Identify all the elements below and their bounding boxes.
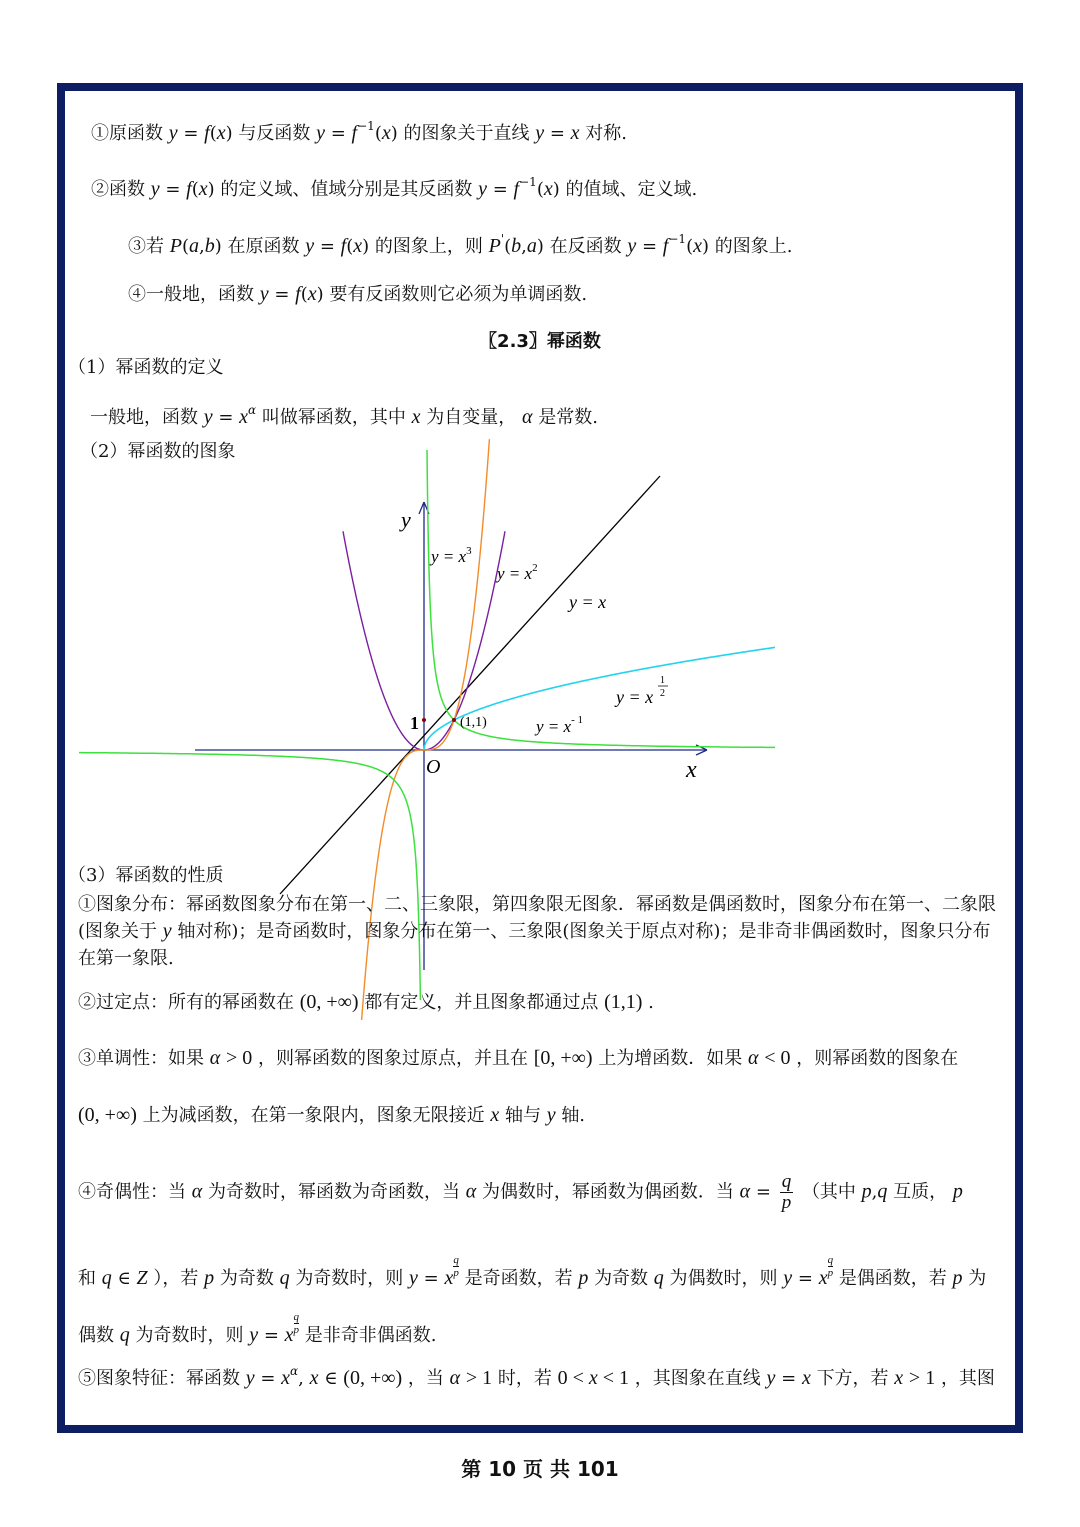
item-3: ③若 P(a,b) 在原函数 y = f(x) 的图象上，则 P'(b,a) 在反函数 $y = f^{-1}(x)$ 的图象上. (128, 232, 793, 257)
text: 轴. (561, 1105, 586, 1126)
text: （其中 (801, 1181, 856, 1203)
text: 的值域、定义域. (565, 179, 698, 200)
prop-4-line-2: 和 q ∈ Z ），若 p 为奇数 q 为奇数时，则 y = x $\frac{q}{p}$ 是奇函数，若 p 为奇数 q 为偶数时，则 y = x $\frac{q}{p}$ 是偶函数，若 p 为 (78, 1254, 987, 1289)
identity-label: y = x (569, 592, 607, 612)
cube-label: $y = x^3$ (431, 545, 472, 566)
text: 的图象上，则 (374, 236, 483, 257)
text: 是非奇非偶函数. (304, 1325, 437, 1346)
text: ，其图象在直线 (634, 1368, 761, 1389)
text: 为 (968, 1268, 987, 1289)
text: 叫做幂函数，其中 (261, 407, 406, 428)
text: 上为增函数．如果 (598, 1048, 743, 1069)
text: 为奇数 (594, 1268, 649, 1289)
text: 为自变量， (426, 407, 517, 428)
sqrt-exp-den: 2 (660, 688, 665, 699)
text: ②过定点：所有的幂函数在 (78, 992, 294, 1013)
text: ④一般地，函数 (128, 284, 254, 305)
point-1-1 (452, 718, 456, 722)
text: 轴对称)；是奇函数时，图象分布在第一、三象限(图象关于原点对称)；是非奇非偶函数时，图象只分布在第一象限. (78, 921, 991, 969)
text: ①图象分布：幂函数图象分布在第一、二、三象限，第四象限无图象．幂函数是偶函数时，图象分布在第一、二象限(图象关于 (78, 894, 996, 942)
text: ，则幂函数的图象在 (796, 1048, 959, 1069)
prop-3-line-1: ③单调性：如果 α > 0 ，则幂函数的图象过原点，并且在 [0, +∞) 上为增函数．如果 α < 0 ，则幂函数的图象在 (78, 1047, 959, 1069)
text: 为偶数时，则 (669, 1268, 778, 1289)
item-1: ①原函数 y = f(x) 与反函数 $y = f^{-1}(x)$ 的图象关于直线 y = x 对称. (91, 119, 627, 144)
square-label: $y = x^2$ (497, 562, 538, 583)
text: 都有定义，并且图象都通过点 (364, 992, 599, 1013)
text: ①原函数 (91, 123, 163, 144)
def-heading: （1）幂函数的定义 (68, 357, 224, 378)
sqrt-label: y = x (616, 687, 654, 707)
curve-y-equals-x (280, 476, 660, 894)
text: ，则幂函数的图象过原点，并且在 (257, 1048, 528, 1069)
text: 为偶数时，幂函数为偶函数．当 (481, 1181, 734, 1203)
text: 对称. (585, 123, 627, 144)
text: 一般地，函数 (90, 407, 198, 428)
text: 轴与 (504, 1105, 541, 1126)
text: ），若 (153, 1268, 199, 1289)
text: ③单调性：如果 (78, 1048, 204, 1069)
section-title: 〖2.3〗幂函数 (479, 331, 601, 352)
text: 为奇数时，则 (295, 1268, 404, 1289)
prop-4-line-3: 偶数 q 为奇数时，则 y = x $\frac{q}{p}$ 是非奇非偶函数. (78, 1311, 437, 1346)
item-4: ④一般地，函数 y = f(x) 要有反函数则它必须为单调函数. (128, 283, 588, 305)
sqrt-exp-num: 1 (660, 675, 665, 686)
curve-y-equals-sqrt-x (424, 647, 775, 750)
graph-heading: （2）幂函数的图象 (80, 441, 236, 462)
text: 互质， (893, 1181, 948, 1203)
text: ③若 (128, 236, 164, 257)
text: 为奇数时，则 (135, 1325, 244, 1346)
text: 是奇函数，若 (464, 1268, 573, 1289)
prop-5: ⑤图象特征：幂函数 $y = x^\alpha$, x ∈ (0, +∞) ，当 α > 1 时，若 0 < x < 1 ，其图象在直线 y = x 下方，若 x > 1 ，其图 (78, 1364, 995, 1389)
prop-4-line-1: ④奇偶性：当 α 为奇数时，幂函数为奇函数，当 α 为偶数时，幂函数为偶函数．当 α = $\frac{q}{p}$ （其中 p,q 互质， p (78, 1171, 963, 1213)
def-text: 一般地，函数 $y = x^\alpha$ 叫做幂函数，其中 x 为自变量， α 是常数. (90, 403, 598, 428)
text: 是偶函数，若 (838, 1268, 947, 1289)
page-footer: 第 10 页 共 101 (461, 1457, 619, 1481)
text: 在原函数 (227, 236, 300, 257)
text: ⑤图象特征：幂函数 (78, 1368, 240, 1389)
item-2: ②函数 y = f(x) 的定义域、值域分别是其反函数 $y = f^{-1}(x)$ 的值域、定义域. (91, 175, 698, 200)
prop-3-line-2: (0, +∞) 上为减函数，在第一象限内，图象无限接近 x 轴与 y 轴. (78, 1104, 586, 1126)
y-axis-label: y (401, 507, 411, 532)
text: 偶数 (78, 1325, 114, 1346)
text: 在反函数 (549, 236, 622, 257)
props-heading: （3）幂函数的性质 (68, 865, 224, 886)
text: 为奇数时，幂函数为奇函数，当 (207, 1181, 460, 1203)
prop-2: ②过定点：所有的幂函数在 (0, +∞) 都有定义，并且图象都通过点 (1,1) . (78, 991, 654, 1013)
one-label: 1 (410, 713, 419, 733)
text: ④奇偶性：当 (78, 1181, 186, 1203)
text: ，其图 (940, 1368, 995, 1389)
point-label: (1,1) (460, 715, 487, 730)
text: 上为减函数，在第一象限内，图象无限接近 (142, 1105, 485, 1126)
text: 要有反函数则它必须为单调函数. (329, 284, 588, 305)
text: 时，若 (497, 1368, 552, 1389)
text: 的定义域、值域分别是其反函数 (220, 179, 473, 200)
text: . (648, 992, 654, 1013)
x-axis-label: x (686, 757, 697, 783)
origin-label: O (426, 756, 441, 778)
text: ，当 (407, 1368, 444, 1389)
text: ②函数 (91, 179, 145, 200)
prop-1: ①图象分布：幂函数图象分布在第一、二、三象限，第四象限无图象．幂函数是偶函数时，图象分布在第一、二象限(图象关于 y 轴对称)；是奇函数时，图象分布在第一、三象限(图象关于原点对称)；是非奇非偶函数时，图象只分布在第一象限. (78, 894, 996, 969)
text: 下方，若 (816, 1368, 889, 1389)
point-0-1 (422, 718, 426, 722)
inverse-label: $y = x^{- 1}$ (536, 714, 583, 736)
text: 是常数. (538, 407, 598, 428)
text: 的图象上. (714, 236, 793, 257)
text: 和 (78, 1268, 96, 1289)
text: 的图象关于直线 (403, 123, 530, 144)
text: 为奇数 (219, 1268, 274, 1289)
fraction-q-over-p: $\frac{q}{p}$ (781, 1171, 792, 1213)
text: 与反函数 (238, 123, 311, 144)
